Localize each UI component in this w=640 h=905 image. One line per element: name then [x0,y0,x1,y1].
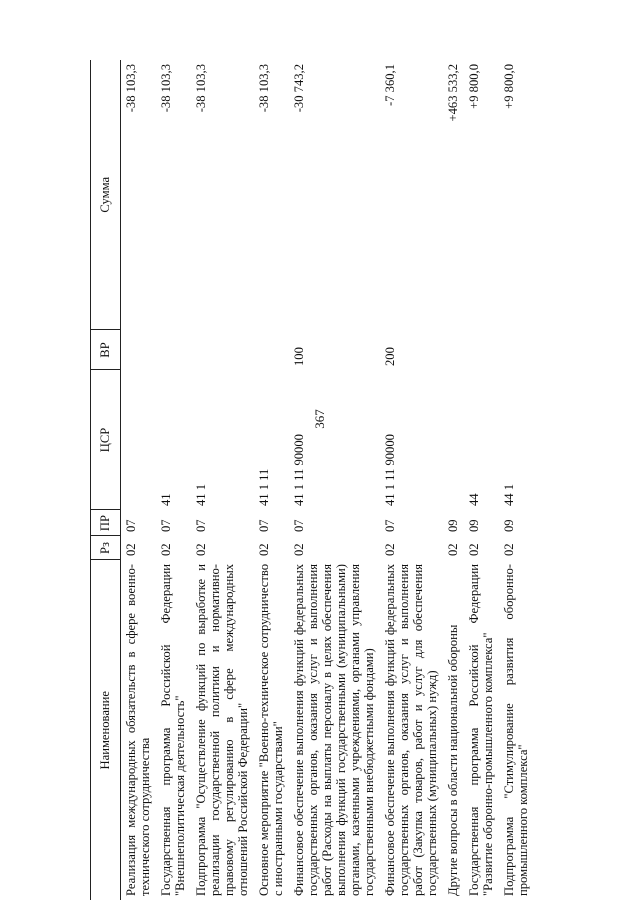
row-sum: -38 103,3 [194,64,208,113]
row-csr [443,370,464,510]
row-name: Основное мероприятие "Военно-техническое сотрудничество с иностранными государствами" [257,564,285,896]
row-name: Подпрограмма "Стимулирование развития оборонно-промышленного комплекса" [502,564,530,896]
row-vr [121,330,157,370]
row-vr: 200 [383,347,397,366]
row-name: Реализация международных обязательств в сфере военно-технического сотрудничества [124,564,152,896]
row-rz: 02 [467,543,481,556]
row-pr: 07 [292,519,306,532]
row-csr: 44 1 [502,483,516,506]
row-pr: 07 [194,519,208,532]
row-pr: 07 [124,519,138,532]
table-row [156,60,191,900]
row-name: Финансовое обеспечение выполнения функций федеральных государственных органов, оказания услуг и выполнения работ (Закупка товаров, работ и услуг для обеспечения государственных (муниципальных) нужд) [383,564,439,896]
row-rz: 02 [446,543,460,556]
table-header-row [91,60,121,900]
row-vr [464,330,499,370]
row-sum: -7 360,1 [383,64,397,106]
row-vr [499,330,534,370]
row-rz: 02 [124,543,138,556]
row-csr [121,370,157,510]
row-csr: 44 [467,493,481,506]
row-pr: 09 [502,519,516,532]
table-row [121,60,157,900]
row-rz: 02 [194,543,208,556]
row-pr: 09 [446,519,460,532]
row-vr [443,330,464,370]
row-name: Другие вопросы в области национальной обороны [446,624,460,896]
row-name: Государственная программа Российской Федерации "Внешнеполитическая деятельность" [159,564,187,896]
row-name: Государственная программа Российской Федерации "Развитие оборонно-промышленного комплекса" [467,564,495,896]
row-vr [191,330,254,370]
row-csr: 41 1 11 90000 [292,434,306,506]
row-vr [156,330,191,370]
row-rz: 02 [159,543,173,556]
budget-table [90,60,534,900]
row-rz: 02 [383,543,397,556]
row-csr: 41 1 [194,483,208,506]
header-pr: ПР [91,510,121,536]
row-pr: 07 [383,519,397,532]
table-row [191,60,254,900]
row-pr: 07 [159,519,173,532]
table-row [254,60,289,900]
row-name: Подпрограмма "Осуществление функций по выработке и реализации государственной политики и нормативно-правовому регулированию в сфере международных отношений Российской Федерации" [194,564,250,896]
row-sum: +9 800,0 [502,64,516,109]
header-sum: Сумма [91,60,121,330]
row-vr [254,330,289,370]
row-sum: +463 533,2 [446,64,460,122]
table-row [499,60,534,900]
row-csr: 41 [159,493,173,506]
row-csr: 41 1 11 90000 [383,434,397,506]
row-rz: 02 [257,543,271,556]
table-row [380,60,443,900]
table-row [289,60,380,900]
row-sum: -38 103,3 [159,64,173,113]
row-name: Финансовое обеспечение выполнения функций федеральных государственных органов, оказания услуг и выполнения работ (Расходы на выплаты персоналу в целях обеспечения выполнения функций государственными (муниципальными) органами, казенными учреждениями, органами управления государственными внебюджетными фондами) [292,564,376,896]
row-csr: 41 1 11 [257,468,271,506]
row-pr: 07 [257,519,271,532]
row-pr: 09 [467,519,481,532]
header-csr: ЦСР [91,370,121,510]
rotated-page-content [90,60,600,900]
row-sum: -38 103,3 [124,64,138,113]
row-rz: 02 [502,543,516,556]
header-rz: Рз [91,536,121,560]
row-sum: -38 103,3 [257,64,271,113]
table-row [443,60,464,900]
row-sum: +9 800,0 [467,64,481,109]
row-rz: 02 [292,543,306,556]
page-number: 367 [312,409,327,429]
row-vr: 100 [292,347,306,366]
table-row [464,60,499,900]
header-name: Наименование [91,560,121,900]
row-sum: -30 743,2 [292,64,306,113]
header-vr: ВР [91,330,121,370]
